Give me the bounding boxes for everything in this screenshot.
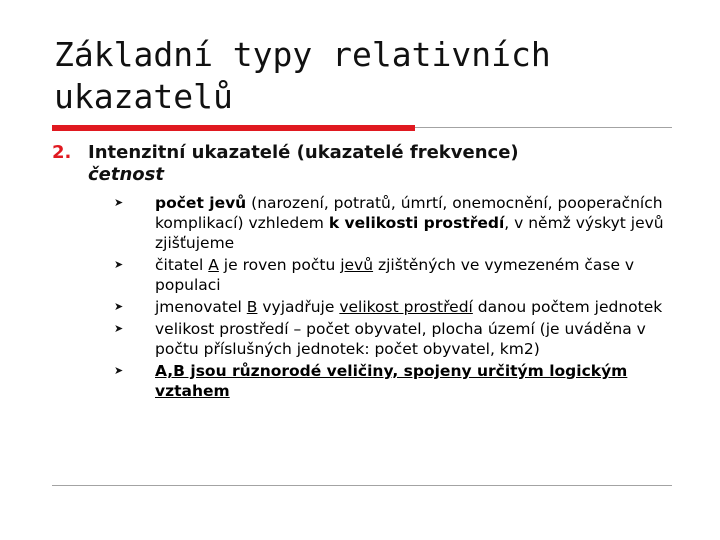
item-text: velikost prostředí – počet obyvatel, plocha území (je uváděna v počtu příslušných jednotek: počet obyvatel, km2) bbox=[155, 320, 646, 358]
bullet-list bbox=[114, 193, 680, 403]
title-underline-line bbox=[415, 127, 672, 128]
item-text: počet jevů bbox=[155, 194, 247, 212]
title-underline-accent bbox=[52, 125, 415, 131]
arrowhead-bullet-icon: ➤ bbox=[114, 258, 124, 271]
item-text: B bbox=[246, 298, 258, 316]
item-text: zjištěných ve vymezeném čase v populaci bbox=[155, 256, 635, 294]
item-text: k velikosti prostředí bbox=[328, 214, 505, 232]
slide-title: Základní typy relativních ukazatelů bbox=[54, 35, 551, 116]
list-item bbox=[114, 319, 680, 359]
item-text: vyjadřuje bbox=[257, 298, 340, 316]
arrowhead-bullet-icon: ➤ bbox=[114, 300, 124, 313]
item-text: (narození, potratů, úmrtí, onemocnění, pooperačních komplikací) vzhledem bbox=[155, 194, 663, 232]
item-text: čitatel bbox=[155, 256, 209, 274]
heading-subtext: četnost bbox=[88, 164, 164, 185]
arrowhead-bullet-icon: ➤ bbox=[114, 196, 124, 209]
item-text: velikost prostředí bbox=[339, 298, 473, 316]
item-text: , v němž výskyt jevů zjišťujeme bbox=[155, 214, 664, 252]
heading-number: 2. bbox=[52, 142, 72, 163]
item-text: A bbox=[208, 256, 219, 274]
list-item bbox=[114, 193, 680, 253]
list-item bbox=[114, 297, 680, 317]
item-text: jevů bbox=[340, 256, 374, 274]
heading-text: Intenzitní ukazatelé (ukazatelé frekvence) bbox=[88, 142, 519, 163]
item-text: A,B jsou různorodé veličiny, spojeny určitým logickým vztahem bbox=[155, 362, 628, 400]
list-item bbox=[114, 361, 680, 401]
arrowhead-bullet-icon: ➤ bbox=[114, 322, 124, 335]
section-heading bbox=[52, 142, 652, 186]
item-text: danou počtem jednotek bbox=[472, 298, 663, 316]
item-text: je roven počtu bbox=[218, 256, 341, 274]
arrowhead-bullet-icon: ➤ bbox=[114, 364, 124, 377]
list-item bbox=[114, 255, 680, 295]
footer-line bbox=[52, 485, 672, 486]
item-text: jmenovatel bbox=[155, 298, 247, 316]
